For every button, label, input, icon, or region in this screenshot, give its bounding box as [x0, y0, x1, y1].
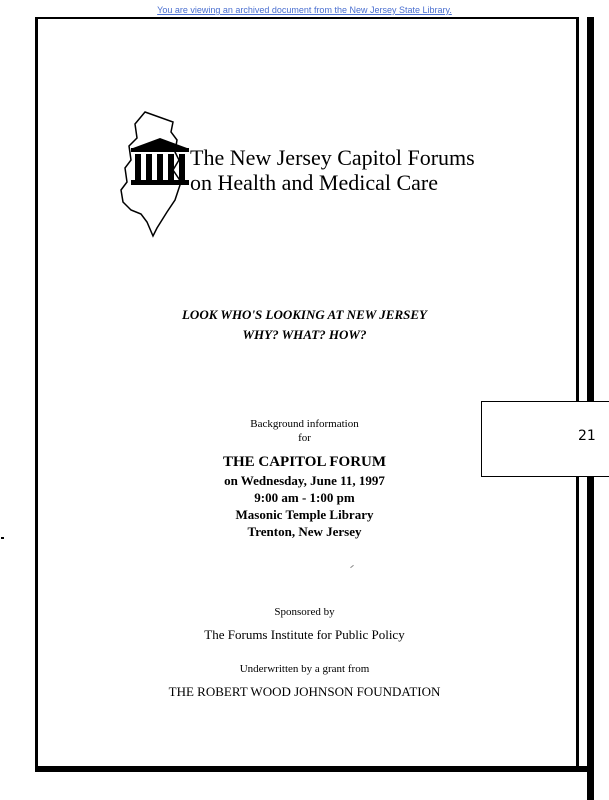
underwritten-label: Underwritten by a grant from	[239, 663, 370, 675]
forum-name-line-2: on Health and Medical Care	[190, 170, 439, 195]
event-time: 9:00 am - 1:00 pm	[254, 490, 355, 505]
handwritten-page-number: 21	[578, 428, 596, 444]
event-place: Masonic Temple Library	[235, 507, 374, 522]
scan-edge-bottom	[35, 766, 587, 772]
archive-banner-link[interactable]: You are viewing an archived document from the New Jersey State Library.	[157, 5, 452, 15]
new-jersey-capitol-logo	[115, 110, 195, 245]
headline-line-1: LOOK WHO'S LOOKING AT NEW JERSEY	[181, 307, 427, 322]
headline	[0, 305, 609, 345]
scan-speck	[1, 537, 4, 539]
event-city: Trenton, New Jersey	[247, 524, 362, 539]
event-title: THE CAPITOL FORUM	[222, 454, 387, 470]
background-info-line-1: Background information	[250, 418, 359, 430]
event-date: on Wednesday, June 11, 1997	[224, 473, 385, 488]
sponsor-label: Sponsored by	[274, 606, 335, 618]
forum-name	[190, 145, 475, 195]
sponsor-name: The Forums Institute for Public Policy	[204, 627, 405, 642]
headline-line-2: WHY? WHAT? HOW?	[242, 327, 367, 342]
forum-name-line-1: The New Jersey Capitol Forums	[190, 145, 475, 170]
background-info-line-2: for	[298, 432, 311, 444]
foundation-name: THE ROBERT WOOD JOHNSON FOUNDATION	[168, 684, 441, 699]
